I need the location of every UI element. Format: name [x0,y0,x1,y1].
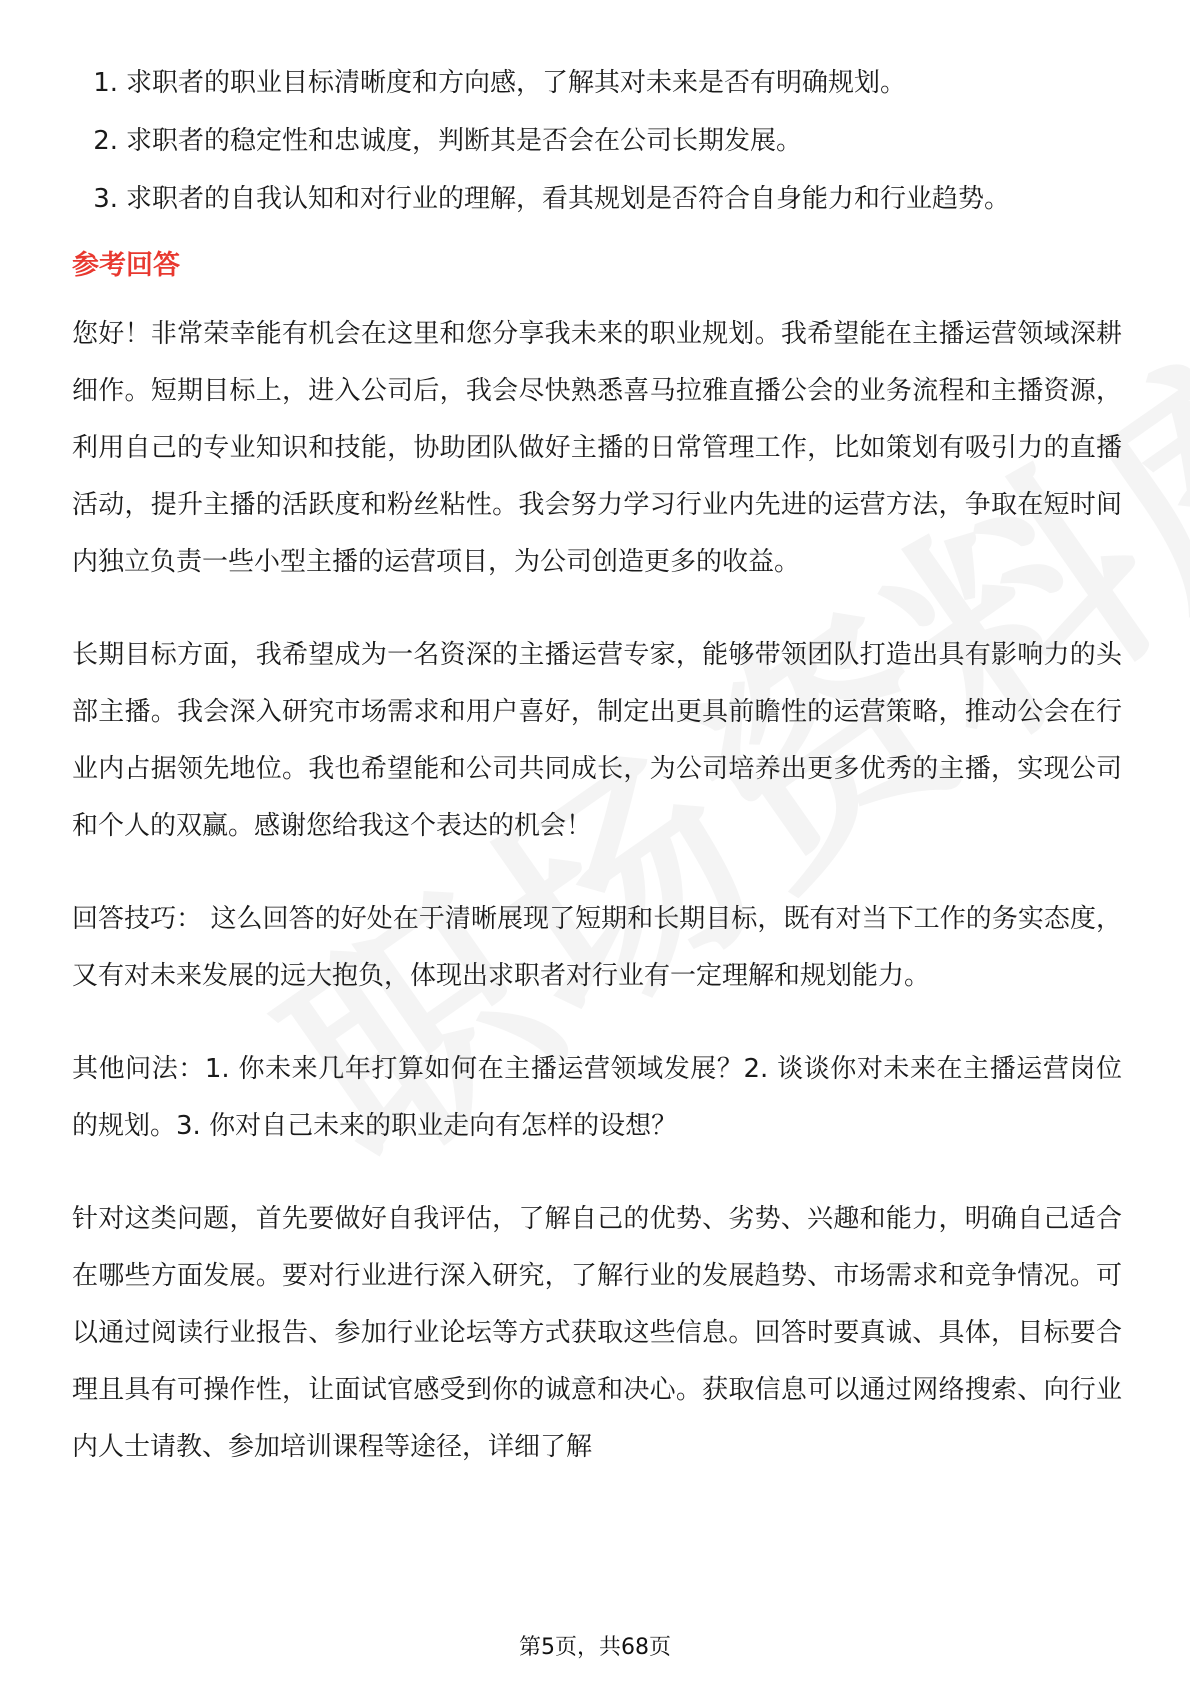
advice-paragraph: 针对这类问题，首先要做好自我评估，了解自己的优势、劣势、兴趣和能力，明确自己适合在哪些方面发展。要对行业进行深入研究，了解行业的发展趋势、市场需求和竞争情况。可以通过阅读行业报告、参加行业论坛等方式获取这些信息。回答时要真诚、具体，目标要合理且具有可操作性，让面试官感受到你的诚意和决心。获取信息可以通过网络搜索、向行业内人士请教、参加培训课程等途径，详细了解 [72,1204,1122,1462]
list-item [72,170,1122,228]
answer-paragraph-2: 长期目标方面，我希望成为一名资深的主播运营专家，能够带领团队打造出具有影响力的头部主播。我会深入研究市场需求和用户喜好，制定出更具前瞻性的运营策略，推动公会在行业内占据领先地位。我也希望能和公司共同成长，为公司培养出更多优秀的主播，实现公司和个人的双赢。感谢您给我这个表达的机会！ [72,640,1122,841]
other-questions-paragraph: 其他问法：1. 你未来几年打算如何在主播运营领域发展？2. 谈谈你对未来在主播运营岗位的规划。3. 你对自己未来的职业走向有怎样的设想？ [72,1054,1122,1141]
list-item-text: 求职者的自我认知和对行业的理解，看其规划是否符合自身能力和行业趋势。 [126,184,1011,214]
criteria-list [72,54,1122,228]
answer-paragraph-1: 您好！非常荣幸能有机会在这里和您分享我未来的职业规划。我希望能在主播运营领域深耕细作。短期目标上，进入公司后，我会尽快熟悉喜马拉雅直播公会的业务流程和主播资源，利用自己的专业知识和技能，协助团队做好主播的日常管理工作，比如策划有吸引力的直播活动，提升主播的活跃度和粉丝粘性。我会努力学习行业内先进的运营方法，争取在短时间内独立负责一些小型主播的运营项目，为公司创造更多的收益。 [72,319,1122,577]
page-number-footer: 第5页，共68页 [519,1635,671,1660]
list-item-number: 3. [93,184,118,214]
list-item-number: 2. [93,126,118,156]
reference-answer-heading: 参考回答 [72,250,180,281]
list-item [72,112,1122,170]
page-content [72,54,1122,1476]
list-item-text: 求职者的职业目标清晰度和方向感，了解其对未来是否有明确规划。 [126,68,907,98]
list-item-number: 1. [93,68,118,98]
tips-paragraph: 回答技巧： 这么回答的好处在于清晰展现了短期和长期目标，既有对当下工作的务实态度，又有对未来发展的远大抱负，体现出求职者对行业有一定理解和规划能力。 [72,904,1122,991]
list-item-text: 求职者的稳定性和忠诚度，判断其是否会在公司长期发展。 [126,126,803,156]
list-item [72,54,1122,112]
